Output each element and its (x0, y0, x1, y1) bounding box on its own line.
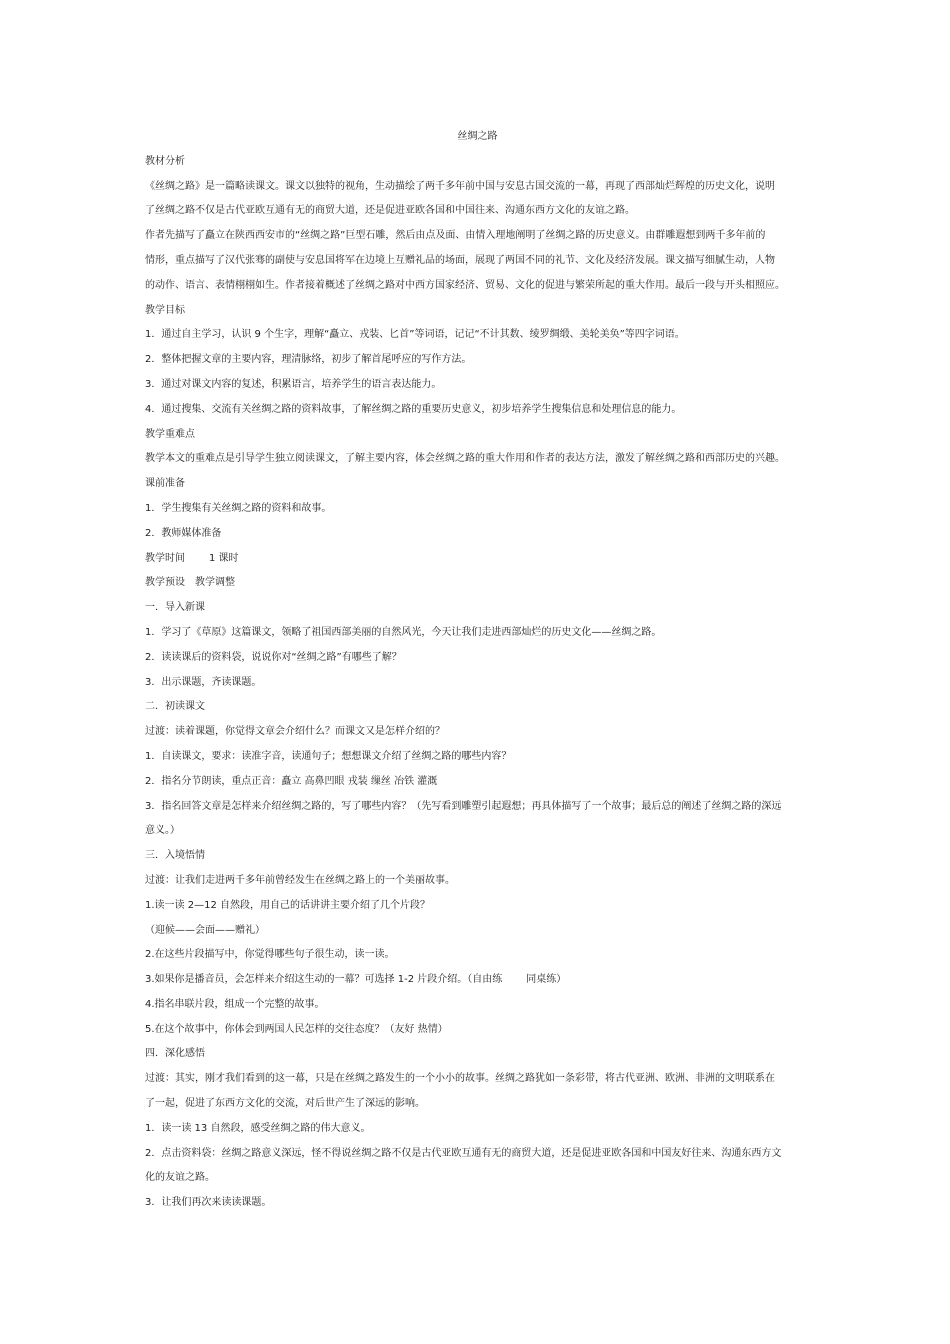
text-line: 2．整体把握文章的主要内容，理清脉络，初步了解首尾呼应的写作方法。 (145, 354, 472, 366)
document (145, 125, 810, 1216)
text-line: 过渡：其实，刚才我们看到的这一幕，只是在丝绸之路发生的一个小小的故事。丝绸之路犹如一条彩带，将古代亚洲、欧洲、非洲的文明联系在 (145, 1073, 775, 1085)
text-line: 3．出示课题，齐读课题。 (145, 676, 262, 688)
preset-adjust-line (145, 571, 810, 596)
text-line: 2．点击资料袋：丝绸之路意义深远，怪不得说丝绸之路不仅是古代亚欧互通有无的商贸大道，还是促进亚欧各国和中国友好往来、沟通东西方文 (145, 1147, 782, 1159)
text-line: 4.指名串联片段，组成一个完整的故事。 (145, 998, 325, 1010)
text-line: 四．深化感悟 (145, 1048, 205, 1060)
text-line: 了一起，促进了东西方文化的交流，对后世产生了深远的影响。 (145, 1098, 425, 1110)
teaching-time-value: 1 课时 (209, 552, 239, 564)
text-line: 1．学生搜集有关丝绸之路的资料和故事。 (145, 502, 332, 514)
text-line: 2．教师媒体准备 (145, 527, 222, 539)
text-line: 了丝绸之路不仅是古代亚欧互通有无的商贸大道，还是促进亚欧各国和中国往来、沟通东西方文化的友谊之路。 (145, 205, 635, 217)
text-line: 1．学习了《草原》这篇课文，领略了祖国西部美丽的自然风光，今天让我们走进西部灿烂的历史文化——丝绸之路。 (145, 626, 662, 638)
text-line: 《丝绸之路》是一篇略读课文。课文以独特的视角，生动描绘了两千多年前中国与安息古国交流的一幕，再现了西部灿烂辉煌的历史文化，说明 (145, 180, 775, 192)
document-title: 丝绸之路 (457, 131, 498, 142)
text-line: 1．通过自主学习，认识 9 个生字，理解“矗立、戎装、匕首”等词语，记记“不计其数、绫罗绸缎、美轮美奂”等四字词语。 (145, 329, 685, 341)
text-line: 2.在这些片段描写中，你觉得哪些句子很生动，读一读。 (145, 949, 395, 961)
teaching-preset-label: 教学预设 (145, 577, 185, 589)
text-line: 1．自读课文，要求：读准字音，读通句子；想想课文介绍了丝绸之路的哪些内容？ (145, 750, 512, 762)
text-line: 2．指名分节朗读，重点正音：矗立 高鼻凹眼 戎装 缫丝 冶铁 灌溉 (145, 775, 438, 787)
text-line: 1．读一读 13 自然段，感受丝绸之路的伟大意义。 (145, 1122, 371, 1134)
text-line: 化的友谊之路。 (145, 1172, 215, 1184)
text-line: （迎候——会面——赠礼） (145, 924, 265, 936)
text-line: 2．读读课后的资料袋，说说你对“丝绸之路”有哪些了解？ (145, 651, 402, 663)
text-line: 3．让我们再次来读读课题。 (145, 1197, 272, 1209)
text-line: 课前准备 (145, 478, 185, 490)
text-line: 1.读一读 2—12 自然段，用自己的话讲讲主要介绍了几个片段？ (145, 899, 430, 911)
text-line: 作者先描写了矗立在陕西西安市的“丝绸之路”巨型石雕，然后由点及面、由情入理地阐明了丝绸之路的历史意义。由群雕遐想到两千多年前的 (145, 230, 766, 242)
teaching-time-line (145, 547, 810, 572)
text-line: 3．通过对课文内容的复述，积累语言，培养学生的语言表达能力。 (145, 378, 442, 390)
text-line: 教材分析 (145, 155, 185, 167)
text-line: 5.在这个故事中，你体会到两国人民怎样的交往态度？（友好 热情） (145, 1023, 448, 1035)
text-line: 教学重难点 (145, 428, 195, 440)
teaching-adjust-label: 教学调整 (195, 577, 235, 589)
text-line: 3．指名回答文章是怎样来介绍丝绸之路的，写了哪些内容？（先写看到雕塑引起遐想；再具体描写了一个故事；最后总的阐述了丝绸之路的深远 (145, 800, 782, 812)
text-line: 4．通过搜集、交流有关丝绸之路的资料故事，了解丝绸之路的重要历史意义，初步培养学生搜集信息和处理信息的能力。 (145, 403, 682, 415)
document-body (145, 150, 810, 1216)
text-line: 二．初读课文 (145, 701, 205, 713)
text-line: 一．导入新课 (145, 602, 205, 614)
text-line: 情形，重点描写了汉代张骞的副使与安息国将军在边境上互赠礼品的场面，展现了两国不同的礼节、文化及经济发展。课文描写细腻生动，人物 (145, 254, 775, 266)
text-line: 过渡：读着课题，你觉得文章会介绍什么？而课文又是怎样介绍的？ (145, 726, 445, 738)
text-line: 的动作、语言、表情栩栩如生。作者接着概述了丝绸之路对中西方国家经济、贸易、文化的促进与繁荣所起的重大作用。最后一段与开头相照应。 (145, 279, 785, 291)
teaching-time-label: 教学时间 (145, 552, 185, 564)
announcer-question-main: 3.如果你是播音员，会怎样来介绍这生动的一幕？可选择 1-2 片段介绍。（自由练 (145, 974, 503, 986)
text-line: 三．入境悟情 (145, 850, 205, 862)
text-line: 过渡：让我们走进两千多年前曾经发生在丝绸之路上的一个美丽故事。 (145, 874, 455, 886)
text-line: 教学本文的重难点是引导学生独立阅读课文，了解主要内容，体会丝绸之路的重大作用和作者的表达方法，激发了解丝绸之路和西部历史的兴趣。 (145, 453, 785, 465)
text-line: 意义。） (145, 825, 180, 837)
announcer-question-line (145, 968, 810, 993)
announcer-question-tail: 同桌练） (526, 974, 567, 986)
text-line: 教学目标 (145, 304, 185, 316)
